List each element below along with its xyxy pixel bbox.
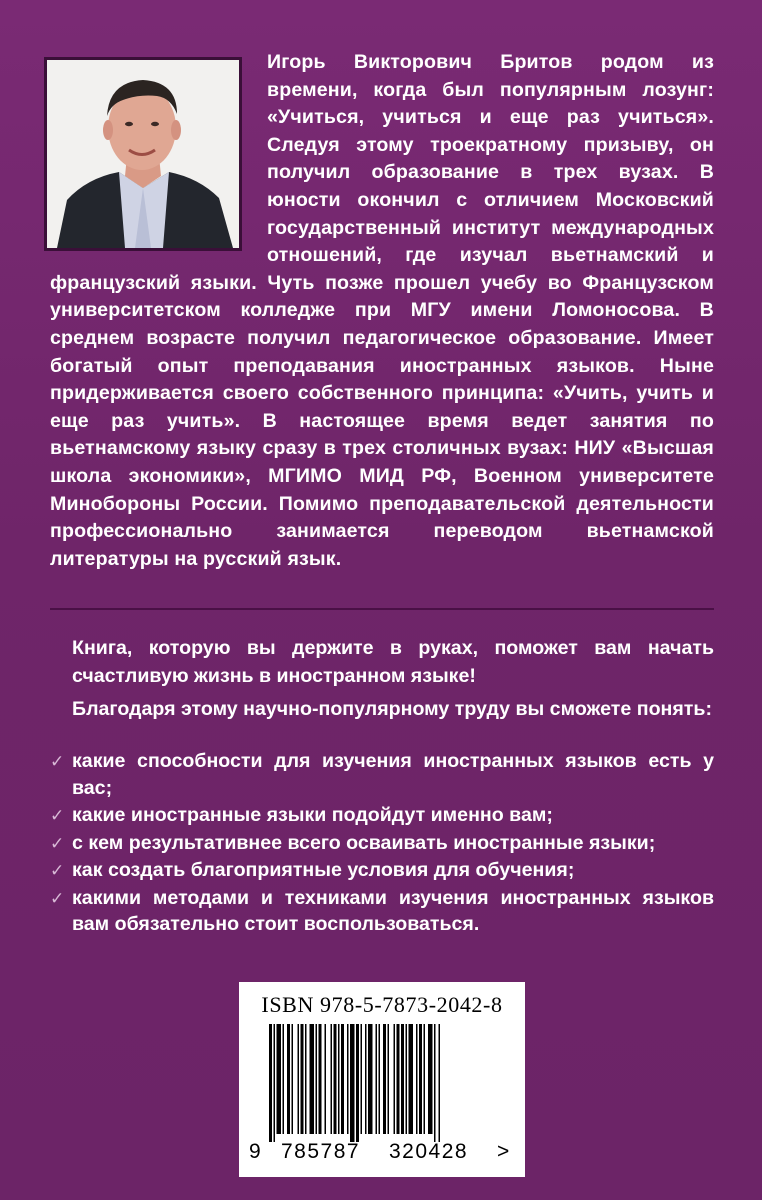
- list-item: ✓ какими методами и техниками изучения иностранных языков вам обязательно стоит воспользоваться.: [50, 886, 714, 935]
- barcode-bar: [292, 1024, 294, 1134]
- barcode-bar: [301, 1024, 304, 1134]
- list-item: ✓ какие способности для изучения иностранных языков есть у вас;: [50, 750, 714, 799]
- barcode-bars: [269, 1024, 495, 1142]
- book-intro: [72, 634, 714, 728]
- barcode-bar: [428, 1024, 433, 1134]
- barcode-bar: [325, 1024, 327, 1134]
- checkmark-icon: ✓: [50, 888, 65, 908]
- barcode-bar: [361, 1024, 363, 1134]
- isbn-barcode: [239, 982, 525, 1177]
- barcode-bar: [319, 1024, 322, 1134]
- barcode-bar: [424, 1024, 426, 1134]
- list-item: ✓ как создать благоприятные условия для обучения;: [48, 857, 714, 884]
- barcode-bar: [379, 1024, 381, 1134]
- barcode-digit-first: 9: [249, 1140, 263, 1163]
- author-name: Игорь Викторович Бритов: [267, 51, 573, 73]
- barcode-bar: [406, 1024, 408, 1134]
- barcode-bar: [416, 1024, 418, 1134]
- list-item: ✓ с кем результативнее всего осваивать иностранные языки;: [48, 830, 714, 857]
- barcode-arrow: >: [497, 1140, 511, 1163]
- barcode-bar: [298, 1024, 300, 1134]
- barcode-bar: [274, 1024, 276, 1142]
- barcode-bar: [401, 1024, 404, 1134]
- barcode-bar: [305, 1024, 307, 1134]
- barcode-bar: [338, 1024, 340, 1134]
- barcode-bar: [439, 1024, 441, 1142]
- barcode-bar: [316, 1024, 318, 1134]
- barcode-bar: [365, 1024, 367, 1134]
- barcode-bar: [334, 1024, 337, 1134]
- barcode-bar: [376, 1024, 378, 1134]
- barcode-bar: [434, 1024, 436, 1142]
- author-bio: [50, 49, 714, 573]
- intro-paragraph-1: Книга, которую вы держите в руках, поможет вам начать счастливую жизнь в иностранном языке!: [72, 637, 714, 687]
- barcode-bar: [419, 1024, 422, 1134]
- barcode-bar: [277, 1024, 282, 1134]
- barcode-bar: [394, 1024, 396, 1134]
- barcode-bar: [287, 1024, 290, 1134]
- barcode-bar: [368, 1024, 373, 1134]
- barcode-digits-group-2: 320428: [389, 1140, 469, 1163]
- barcode-bar: [409, 1024, 414, 1134]
- barcode-bar: [388, 1024, 390, 1134]
- barcode-bar: [310, 1024, 315, 1134]
- isbn-number: ISBN 978-5-7873-2042-8: [261, 992, 503, 1017]
- barcode-bar: [341, 1024, 344, 1134]
- barcode-bar: [383, 1024, 386, 1134]
- author-bio-text: родом из времени, когда был популярным лозунг: «Учиться, учиться и еще раз учиться». Следуя этому троекратному призыву, он получил образование в трех вузах. В юности окончил с отличием Московский государственный институт международных отношений, где изучал вьетнамский и французский языки. Чуть позже прошел учебу во Французском университетском колледже при МГУ имени Ломоносова. В среднем возрасте получил педагогическое образование. Имеет богатый опыт преподавания иностранных языков. Ныне придерживается своего собственного принципа: «Учить, учить и еще раз учить». В настоящее время ведет занятия по вьетнамскому языку сразу в трех столичных вузах: НИУ «Высшая школа экономики», МГИМО МИД РФ, Военном университете Минобороны России. Помимо преподавательской деятельности профессионально занимается переводом вьетнамской литературы на русский язык.: [50, 51, 714, 570]
- barcode-bar: [283, 1024, 285, 1134]
- checkmark-icon: ✓: [50, 833, 65, 853]
- barcode-bar: [269, 1024, 272, 1142]
- checkmark-icon: ✓: [50, 861, 65, 880]
- barcode-bar: [347, 1024, 349, 1134]
- intro-paragraph-2: Благодаря этому научно-популярному труду вы сможете понять:: [72, 698, 712, 720]
- list-item: ✓ какие иностранные языки подойдут именно вам;: [48, 802, 714, 829]
- checkmark-icon: ✓: [50, 752, 65, 771]
- checkmark-icon: ✓: [50, 806, 65, 825]
- barcode-bar: [397, 1024, 400, 1134]
- section-divider: [50, 608, 714, 610]
- barcode-digits-group-1: 785787: [281, 1140, 361, 1163]
- barcode-bar: [331, 1024, 333, 1134]
- barcode-bar: [356, 1024, 359, 1142]
- barcode-bar: [350, 1024, 355, 1142]
- benefits-list: [48, 748, 714, 939]
